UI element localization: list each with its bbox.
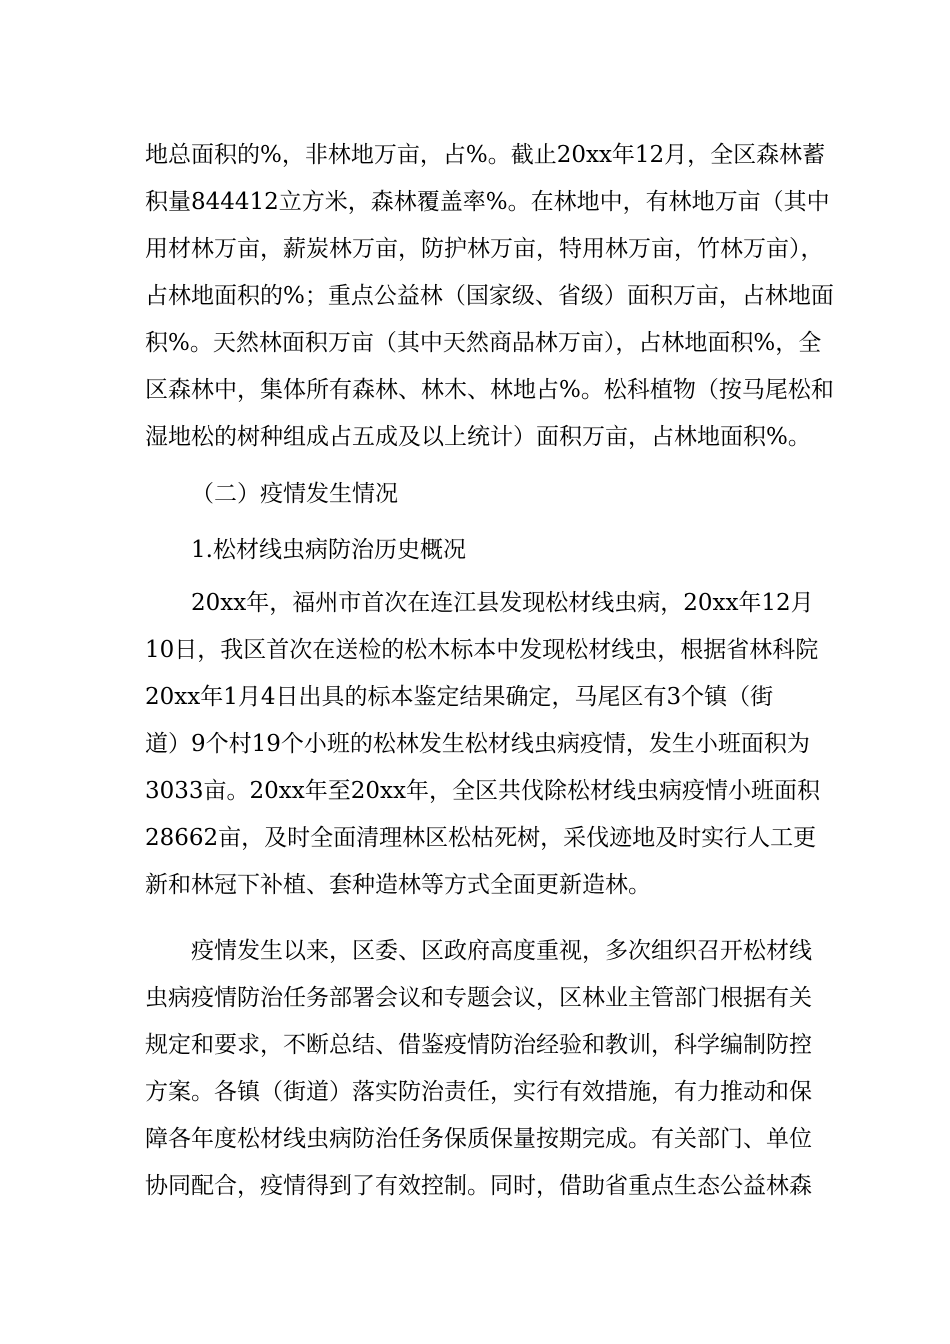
subsection-heading: 1.松材线虫病防治历史概况 xyxy=(191,537,466,563)
text-line: 方案。各镇（街道）落实防治责任，实行有效措施，有力推动和保 xyxy=(145,1079,812,1105)
text-line: 区森林中，集体所有森林、林木、林地占%。松科植物（按马尾松和 xyxy=(145,377,834,403)
text-line: 占林地面积的%；重点公益林（国家级、省级）面积万亩，占林地面 xyxy=(145,283,834,309)
text-line: 10日，我区首次在送检的松木标本中发现松材线虫，根据省林科院 xyxy=(145,637,819,663)
text-line: 新和林冠下补植、套种造林等方式全面更新造林。 xyxy=(145,872,651,898)
text-line: 用材林万亩，薪炭林万亩，防护林万亩，特用林万亩，竹林万亩）， xyxy=(145,236,824,262)
paragraph-response xyxy=(145,928,835,1210)
text-line: 障各年度松材线虫病防治任务保质保量按期完成。有关部门、单位 xyxy=(145,1126,812,1152)
paragraph-forest-statistics xyxy=(145,132,835,461)
paragraph-history xyxy=(145,580,835,909)
text-line: 积量844412立方米，森林覆盖率%。在林地中，有林地万亩（其中 xyxy=(145,189,830,215)
section-heading-epidemic xyxy=(145,471,835,518)
section-heading: （二）疫情发生情况 xyxy=(191,481,398,507)
text-line: 协同配合，疫情得到了有效控制。同时，借助省重点生态公益林森 xyxy=(145,1173,812,1199)
text-line: 湿地松的树种组成占五成及以上统计）面积万亩，占林地面积%。 xyxy=(145,424,811,450)
subsection-heading-history xyxy=(145,527,835,574)
text-line: 20xx年，福州市首次在连江县发现松材线虫病，20xx年12月 xyxy=(191,590,814,616)
text-line: 积%。天然林面积万亩（其中天然商品林万亩），占林地面积%，全 xyxy=(145,330,822,356)
text-line: 20xx年1月4日出具的标本鉴定结果确定，马尾区有3个镇（街 xyxy=(145,684,774,710)
text-line: 疫情发生以来，区委、区政府高度重视，多次组织召开松材线 xyxy=(191,938,812,964)
text-line: 28662亩，及时全面清理林区松枯死树，采伐迹地及时实行人工更 xyxy=(145,825,817,851)
text-line: 地总面积的%，非林地万亩，占%。截止20xx年12月，全区森林蓄 xyxy=(145,142,826,168)
text-line: 规定和要求，不断总结、借鉴疫情防治经验和教训，科学编制防控 xyxy=(145,1032,812,1058)
text-line: 3033亩。20xx年至20xx年，全区共伐除松材线虫病疫情小班面积 xyxy=(145,778,820,804)
text-line: 道）9个村19个小班的松林发生松材线虫病疫情，发生小班面积为 xyxy=(145,731,810,757)
text-line: 虫病疫情防治任务部署会议和专题会议，区林业主管部门根据有关 xyxy=(145,985,812,1011)
